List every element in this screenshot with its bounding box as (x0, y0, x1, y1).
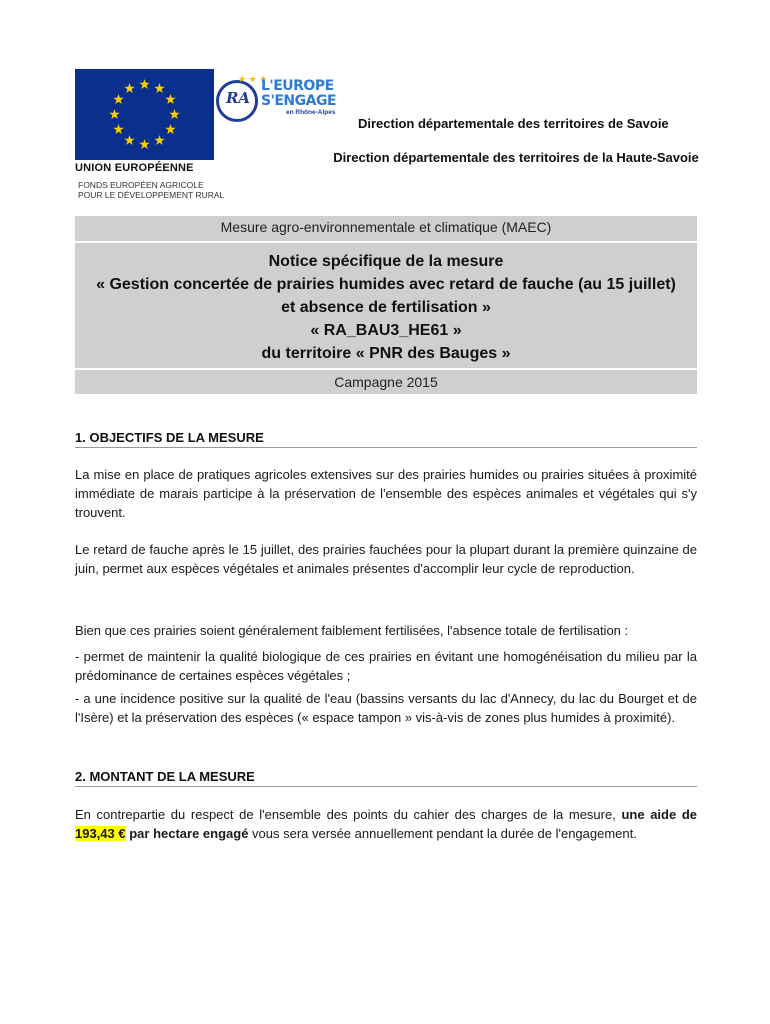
eu-star-icon (124, 83, 134, 93)
notice-title (75, 250, 697, 365)
direction-haute-savoie: Direction départementale des territoires de la Haute-Savoie (333, 150, 699, 165)
notice-title-line3: et absence de fertilisation » (281, 299, 491, 316)
notice-title-line5: du territoire « PNR des Bauges » (261, 345, 511, 362)
montant-bold-aide: une aide de (621, 807, 697, 822)
eu-caption: UNION EUROPÉENNE (75, 162, 194, 174)
ra-logo-line1: L'EUROPE (261, 78, 334, 94)
ra-logo-letters: RA (225, 89, 251, 107)
title-divider-bottom (75, 368, 697, 370)
eu-fund-caption (78, 180, 248, 200)
eu-star-icon (113, 94, 123, 104)
eu-stars-icon (75, 69, 214, 160)
objectifs-bullet-2: - a une incidence positive sur la qualité de l'eau (bassins versants du lac d'Annecy, du lac du Bourget et de l'Isère) et la préservation des espèces (« espace tampon » vis-à-vis de zones plus humides à proximité). (75, 691, 697, 725)
ra-stars-icon: ★ ★ ★ (238, 74, 268, 84)
montant-text-end: vous sera versée annuellement pendant la durée de l'engagement. (248, 826, 637, 841)
objectifs-paragraph-3: Bien que ces prairies soient généralement faiblement fertilisées, l'absence totale de fertilisation : (75, 623, 629, 638)
measure-type: Mesure agro-environnementale et climatique (MAEC) (220, 219, 552, 235)
section-title-objectifs: 1. OBJECTIFS DE LA MESURE (75, 430, 697, 448)
eu-star-icon (154, 83, 164, 93)
title-box (75, 216, 697, 394)
objectifs-bullet-1: - permet de maintenir la qualité biologique de ces prairies en évitant une homogénéisation du milieu par la prédominance de certaines espèces végétales ; (75, 649, 697, 683)
ra-logo-line2: S'ENGAGE (261, 93, 337, 109)
eu-flag-logo (75, 69, 214, 160)
eu-star-icon (113, 124, 123, 134)
eu-star-icon (165, 94, 175, 104)
ra-logo-line3: en Rhône-Alpes (286, 109, 336, 116)
eu-fund-line1: FONDS EUROPÉEN AGRICOLE (78, 180, 204, 190)
eu-fund-line2: POUR LE DÉVELOPPEMENT RURAL (78, 190, 225, 200)
eu-star-icon (169, 109, 179, 119)
objectifs-paragraph-2: Le retard de fauche après le 15 juillet, des prairies fauchées pour la plupart durant la première quinzaine de juin, permet aux espèces végétales et animales présentes d'accomplir leur cycle de reproduction. (75, 542, 697, 576)
eu-star-icon (165, 124, 175, 134)
eu-star-icon (124, 135, 134, 145)
notice-title-line4: « RA_BAU3_HE61 » (310, 322, 462, 339)
montant-amount-highlight: 193,43 € (75, 826, 126, 841)
section-title-montant: 2. MONTANT DE LA MESURE (75, 769, 697, 787)
campaign-year: Campagne 2015 (334, 374, 438, 390)
title-divider-top (75, 241, 697, 243)
objectifs-paragraph-1: La mise en place de pratiques agricoles extensives sur des prairies humides ou prairies situées à proximité immédiate de marais participe à la préservation de l'ensemble des espèces animales et végétales qui s'y trouvent. (75, 467, 697, 520)
eu-star-icon (139, 139, 149, 149)
eu-star-icon (154, 135, 164, 145)
montant-text-start: En contrepartie du respect de l'ensemble des points du cahier des charges de la mesure, (75, 807, 622, 822)
notice-title-line2: « Gestion concertée de prairies humides avec retard de fauche (au 15 juillet) (96, 276, 676, 293)
direction-savoie: Direction départementale des territoires de Savoie (358, 116, 669, 131)
notice-title-line1: Notice spécifique de la mesure (268, 253, 504, 270)
montant-bold-hectare: par hectare engagé (125, 826, 249, 841)
eu-star-icon (109, 109, 119, 119)
montant-paragraph (75, 805, 697, 843)
europe-sengage-logo (216, 74, 356, 134)
eu-star-icon (139, 79, 149, 89)
